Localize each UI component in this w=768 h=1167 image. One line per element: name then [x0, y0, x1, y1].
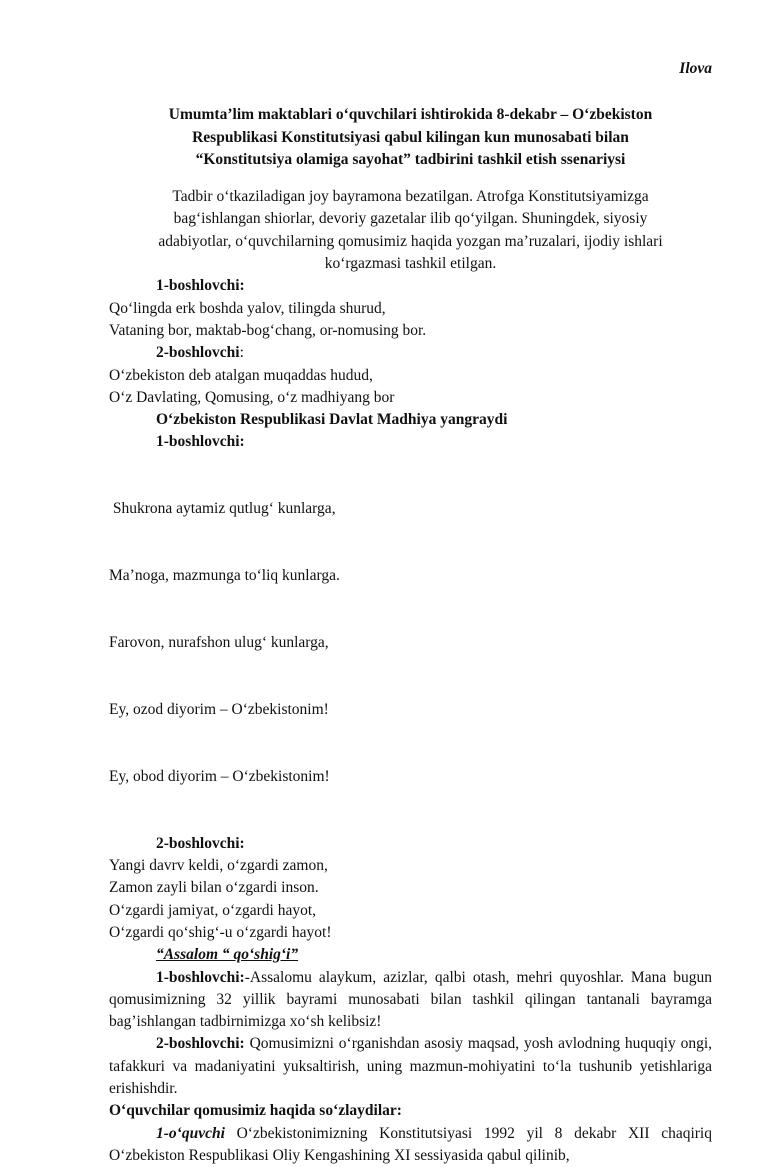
document-title — [109, 104, 712, 171]
paragraph-text: -Assalomu alaykum, azizlar, qalbi otash, mehri quyoshlar. Mana bugun qomusimizning 32 yillik bayrami munosabati bilan tashkil qilingan tantanali bayramga bag’ishlangan tadbirnimizga xo‘sh kelibsiz! — [109, 968, 712, 1031]
students-heading: O‘quvchilar qomusimiz haqida so‘zlaydilar: — [109, 1102, 402, 1120]
verse-line: O‘z Davlating, Qomusing, o‘z madhiyang bor — [109, 388, 395, 406]
verse-line: Qo‘lingda erk boshda yalov, tilingda shurud, — [109, 299, 386, 317]
verse-line: Vataning bor, maktab-bog‘chang, or-nomusing bor. — [109, 321, 427, 339]
song-title: “Assalom “ qo‘shig‘i” — [156, 946, 299, 964]
paragraph-text: O‘zbekistonimizning Konstitutsiyasi 1992 yil 8 dekabr XII chaqiriq O‘zbekiston Respublikasi Oliy Kengashining XI sessiyasida qabul qilinib, — [109, 1124, 712, 1164]
intro-line: Tadbir o‘tkaziladigan joy bayramona bezatilgan. Atrofga Konstitutsiyamizga — [172, 188, 649, 206]
verse-line: Yangi davrv keldi, o‘zgardi zamon, — [109, 857, 328, 875]
speaker-label: 2-boshlovchi: — [156, 1035, 245, 1053]
verse-line: Shukrona aytamiz qutlug‘ kunlarga, — [109, 500, 336, 518]
intro-line: bag‘ishlangan shiorlar, devoriy gazetalar ilib qo‘yilgan. Shuningdek, siyosiy — [173, 210, 648, 228]
speaker-colon: : — [239, 344, 244, 362]
verse-line: Ey, ozod diyorim – O‘zbekistonim! — [109, 701, 329, 719]
paragraph-text: Qomusimizni o‘rganishdan asosiy maqsad, yosh avlodning huquqiy ongi, tafakkuri va madaniyatini yuksaltirish, uning mazmun-mohiyatini to‘la tushunib yetishlariga erishishdir. — [109, 1035, 712, 1098]
speaker-label: 1-boshlovchi: — [156, 433, 245, 451]
verse-block — [109, 454, 712, 833]
intro-paragraph — [109, 186, 712, 275]
verse-line: O‘zgardi qo‘shig‘-u o‘zgardi hayot! — [109, 923, 332, 941]
verse-block — [109, 298, 712, 343]
speaker-label: 1-boshlovchi: — [156, 968, 245, 986]
speaker-label: 1-boshlovchi: — [156, 277, 245, 295]
speaker-paragraph — [109, 1123, 712, 1167]
speaker-label: 2-boshlovchi: — [156, 834, 245, 852]
intro-line: adabiyotlar, o‘quvchilarning qomusimiz haqida yozgan ma’ruzalari, ijodiy ishlari — [158, 232, 663, 250]
verse-line: Ey, obod diyorim – O‘zbekistonim! — [109, 767, 330, 785]
title-line: “Konstitutsiya olamiga sayohat” tadbirini tashkil etish ssenariysi — [195, 150, 626, 168]
title-line: Respublikasi Konstitutsiyasi qabul kilingan kun munosabati bilan — [192, 128, 629, 146]
anthem-heading: O‘zbekiston Respublikasi Davlat Madhiya yangraydi — [156, 411, 508, 429]
verse-block — [109, 365, 712, 410]
appendix-label: Ilova — [679, 60, 712, 77]
intro-line: ko‘rgazmasi tashkil etilgan. — [324, 255, 497, 273]
speaker-paragraph — [109, 967, 712, 1034]
verse-block — [109, 855, 712, 944]
speaker-paragraph — [109, 1033, 712, 1100]
verse-line: Ma’noga, mazmunga to‘liq kunlarga. — [109, 567, 340, 585]
verse-line: Zamon zayli bilan o‘zgardi inson. — [109, 879, 319, 897]
title-line: Umumta’lim maktablari o‘quvchilari ishtirokida 8-dekabr – O‘zbekiston — [168, 106, 653, 124]
verse-line: O‘zgardi jamiyat, o‘zgardi hayot, — [109, 901, 317, 919]
document-page — [109, 58, 712, 1167]
verse-line: Farovon, nurafshon ulug‘ kunlarga, — [109, 634, 329, 652]
speaker-label-row — [109, 342, 712, 364]
speaker-label: 1-o‘quvchi — [156, 1124, 225, 1142]
verse-line: O‘zbekiston deb atalgan muqaddas hudud, — [109, 366, 373, 384]
speaker-label: 2-boshlovchi — [156, 344, 240, 362]
